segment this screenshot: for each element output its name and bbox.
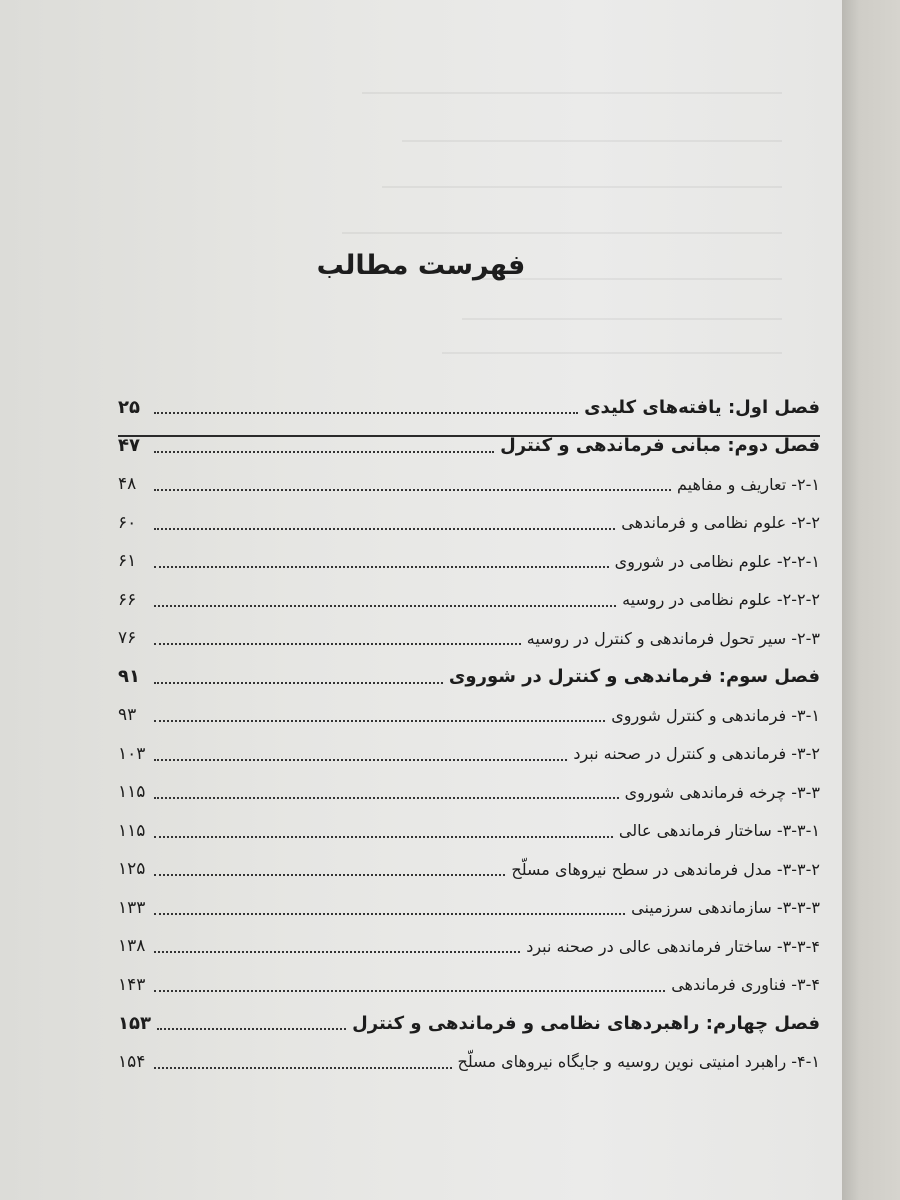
toc-section-row <box>118 619 820 658</box>
toc-entry-label: ۳-۳-۳- سازماندهی سرزمینی <box>631 898 820 918</box>
toc-entry-label: ۳-۴- فناوری فرماندهی <box>671 975 820 995</box>
toc-section-row <box>118 850 820 889</box>
toc-entry-label: ۴-۱- راهبرد امنیتی نوین روسیه و جایگاه نیروهای مسلّح <box>457 1052 820 1072</box>
toc-entry-label: فصل سوم: فرماندهی و کنترل در شوروی <box>448 666 820 688</box>
dot-leader <box>154 643 521 645</box>
dot-leader <box>157 1028 346 1030</box>
toc-entry-label: ۲-۱- تعاریف و مفاهیم <box>677 474 820 494</box>
dot-leader <box>154 720 605 722</box>
toc-section-row <box>118 773 820 812</box>
dot-leader <box>154 566 609 568</box>
show-through-line <box>462 318 782 320</box>
toc-section-row <box>118 812 820 851</box>
dot-leader <box>154 836 613 838</box>
toc-entry-label: فصل دوم: مبانی فرماندهی و کنترل <box>500 435 820 457</box>
toc-section-row <box>118 966 820 1005</box>
toc-chapter-row <box>118 427 820 466</box>
toc-page-number: ۱۳۳ <box>118 897 146 918</box>
toc-entry-label: ۳-۳- چرخه فرماندهی شوروی <box>624 782 820 802</box>
toc-page-number: ۶۰ <box>118 512 137 533</box>
page-title: فهرست مطالب <box>316 250 526 281</box>
table-of-contents <box>118 388 820 1081</box>
toc-page-number: ۱۱۵ <box>118 782 146 803</box>
toc-entry-label: ۲-۳- سیر تحول فرماندهی و کنترل در روسیه <box>526 628 820 648</box>
toc-entry-label: فصل چهارم: راهبردهای نظامی و فرماندهی و کنترل <box>352 1012 820 1034</box>
toc-entry-label: ۳-۳-۱- ساختار فرماندهی عالی <box>618 821 820 841</box>
toc-page-number: ۷۶ <box>118 628 137 649</box>
toc-section-row <box>118 889 820 928</box>
toc-page-number: ۲۵ <box>118 396 140 418</box>
toc-page-number: ۱۵۴ <box>118 1051 146 1072</box>
toc-page-number: ۱۰۳ <box>118 743 146 764</box>
toc-section-row <box>118 542 820 581</box>
dot-leader <box>154 797 619 799</box>
dot-leader <box>154 489 671 491</box>
toc-page-number: ۱۱۵ <box>118 820 146 841</box>
toc-entry-label: ۳-۲- فرماندهی و کنترل در صحنه نبرد <box>573 744 820 764</box>
toc-section-row <box>118 696 820 735</box>
show-through-line <box>442 352 782 354</box>
toc-entry-label: ۲-۲-۱- علوم نظامی در شوروی <box>614 551 820 571</box>
toc-page-number: ۶۶ <box>118 589 137 610</box>
toc-section-row <box>118 465 820 504</box>
toc-section-row <box>118 504 820 543</box>
page-edge <box>842 0 900 1200</box>
dot-leader <box>154 451 494 453</box>
toc-page-number: ۹۳ <box>118 705 137 726</box>
dot-leader <box>154 1067 452 1069</box>
toc-entry-label: فصل اول: یافته‌های کلیدی <box>584 396 820 418</box>
toc-page-number: ۶۱ <box>118 551 137 572</box>
dot-leader <box>154 528 615 530</box>
dot-leader <box>154 990 665 992</box>
toc-page-number: ۹۱ <box>118 666 140 688</box>
toc-entry-label: ۳-۱- فرماندهی و کنترل شوروی <box>611 705 820 725</box>
toc-section-row <box>118 927 820 966</box>
dot-leader <box>154 682 443 684</box>
show-through-line <box>402 140 782 142</box>
toc-page-number: ۴۷ <box>118 435 140 457</box>
toc-page-number: ۱۵۳ <box>118 1012 151 1034</box>
dot-leader <box>154 951 520 953</box>
dot-leader <box>154 605 616 607</box>
toc-page-number: ۴۸ <box>118 474 137 495</box>
dot-leader <box>154 874 505 876</box>
toc-section-row <box>118 581 820 620</box>
toc-entry-label: ۳-۳-۴- ساختار فرماندهی عالی در صحنه نبرد <box>526 936 820 956</box>
toc-entry-label: ۲-۲-۲- علوم نظامی در روسیه <box>622 590 820 610</box>
toc-entry-label: ۲-۲- علوم نظامی و فرماندهی <box>621 513 820 533</box>
toc-page-number: ۱۴۳ <box>118 974 146 995</box>
dot-leader <box>154 759 567 761</box>
dot-leader <box>154 412 578 414</box>
toc-entry-label: ۳-۳-۲- مدل فرماندهی در سطح نیروهای مسلّح <box>511 859 820 879</box>
dot-leader <box>154 913 625 915</box>
toc-page-number: ۱۲۵ <box>118 859 146 880</box>
show-through-line <box>342 232 782 234</box>
toc-page-number: ۱۳۸ <box>118 936 146 957</box>
toc-section-row <box>118 1043 820 1082</box>
toc-chapter-row <box>118 388 820 427</box>
toc-chapter-row <box>118 1004 820 1043</box>
toc-chapter-row <box>118 658 820 697</box>
show-through-line <box>382 186 782 188</box>
show-through-line <box>362 92 782 94</box>
toc-section-row <box>118 735 820 774</box>
